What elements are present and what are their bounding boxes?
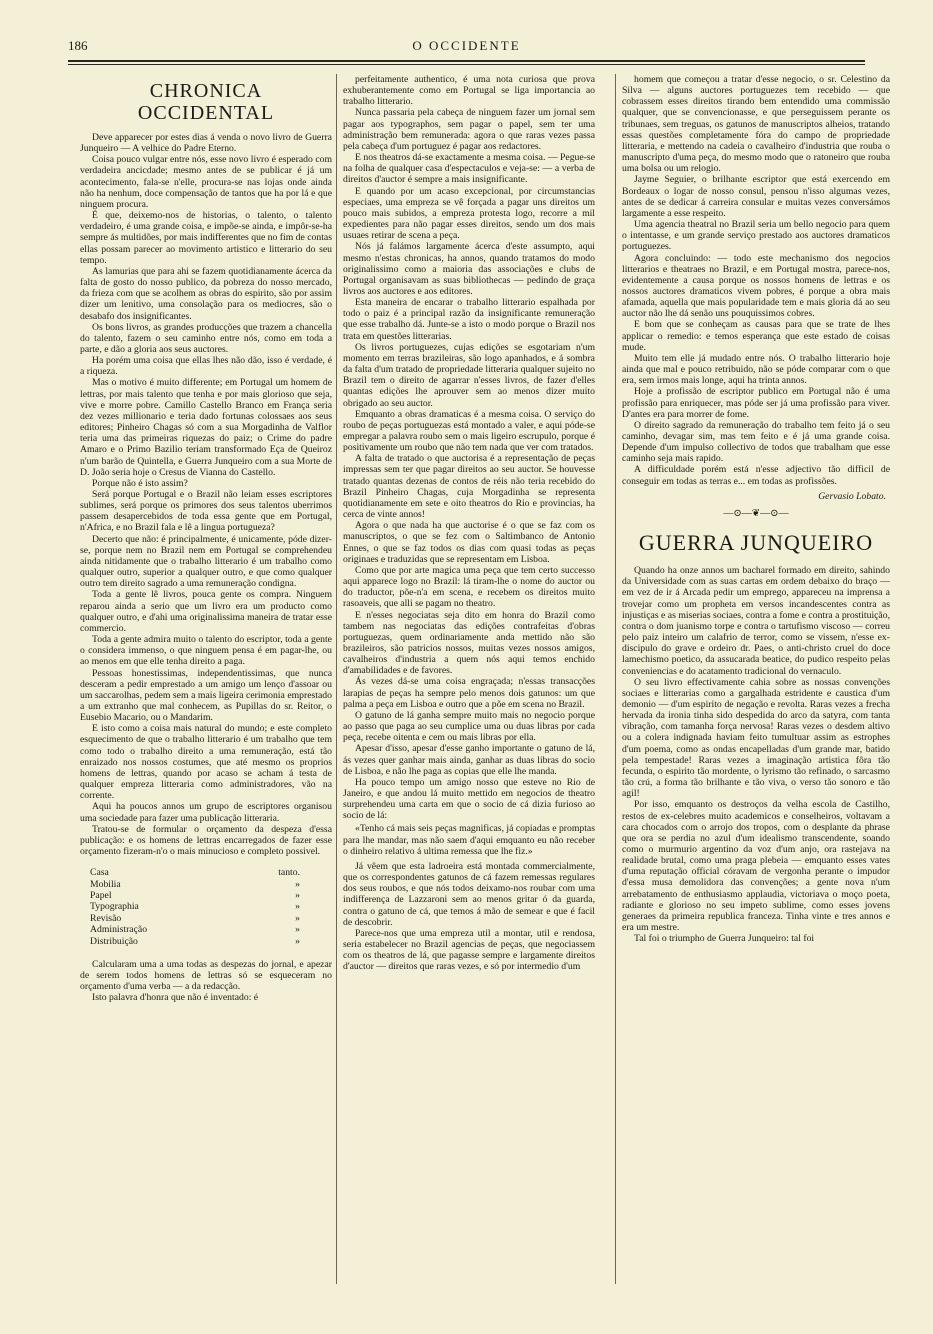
budget-row [90, 901, 300, 912]
paragraph: Já vêem que esta ladroeira está montada commercialmente, que os correspondentes gatunos de cá fazem remessas regulares dos seus roubos, e que nós todos deixamo-nos roubar com uma indifferença de Lazzaroni sem ao menos gritar ó da guarda, contra o gatuno de cá, que temos á mão de semear e que é facil de descobrir. [343, 860, 595, 928]
paragraph: Parece-nos que uma empreza util a montar, util e rendosa, seria estabelecer no Brazil agencias de peças, que negociassem com os theatros de lá, que pagasse sempre e largamente direitos d'auctor — direitos que raras vezes, e só por intermedio d'um [343, 927, 595, 973]
paragraph: «Tenho cá mais seis peças magnificas, já copiadas e promptas para lhe mandar, mas não saem d'aqui emquanto eu não receber o dinheiro relativo á ultima remessa que lhe fiz.» [343, 823, 595, 857]
paragraph: homem que começou a tratar d'esse negocio, o sr. Celestino da Silva — alguns auctores portuguezes tem recebido — que cobrassem esses direitos tirando bem entendido uma commissão qualquer, que se convencionasse, e que perseguissem perante os tribunaes, sem treguas, os gatunos de manuscriptos alheios, tratando essas questões completamente fóra do campo de propriedade litteraria, e mettendo na cadeia o cavalheiro d'industria que rouba o manuscripto d'uma peça, do mesmo modo que o ratoneiro que rouba uma bolsa ou um relogio. [622, 74, 890, 175]
paragraph: Muito tem elle já mudado entre nós. O trabalho litterario hoje ainda que mal e pouco retribuido, não se póde comparar com o que era, sem irmos mais longe, aqui ha trinta annos. [622, 352, 890, 387]
paragraph: Os livros portuguezes, cujas edições se esgotariam n'um momento em terras brazileiras, são logo apanhados, e á sombra da falta d'um tratado de propriedade litteraria qualquer sujeito no Brazil tem o direito de agarrar n'esses livros, de fazer d'elles quantas edições lhe aprouver sem ao menos dizer muito obrigado ao seu auctor. [343, 341, 595, 409]
paragraph: perfeitamente authentico, é uma nota curiosa que prova exhuberantemente como em Portugal se liga importancia ao trabalho litterario. [343, 74, 595, 108]
paragraph: O gatuno de lá ganha sempre muito mais no negocio porque ao passo que paga ao seu cumplice uma ou duas libras por cada peça, recebe oitenta e cem ou mais libras por ella. [343, 709, 595, 744]
budget-value: » [295, 878, 300, 890]
budget-item: Casa [90, 867, 109, 879]
paragraph: Pessoas honestissimas, independentissimas, que nunca desceram a pedir emprestado a um amigo um lenço d'assoar ou um saccarolhas, pedem sem a mais ligeira cerimonia emprestado a um extranho que mal conhecem, as Pupillas do sr. Reitor, o Eusebio Macario, ou o Mandarim. [80, 667, 332, 724]
paragraph: Quando ha onze annos um bacharel formado em direito, sahindo da Universidade com as suas cartas em ordem debaixo do braço — em vez de ir á Arcada pedir um emprego, appareceu na imprensa a trovejar como um propheta em versos incandescentes contra as injustiças e as miserias sociaes, contra a fome e contra a prostituição, contra o dom juanismo torpe e contra o tartufismo viscoso — correu pelo paiz inteiro um calafrio de terror, como se vissem, n'esse ex-discipulo do grave e ordeiro dr. Paes, o anti-christo cruel do doce lamechismo poetico, da assucarada beatice, do pudico respeito pelas conveniencias e do acatamento tradicional do vernaculo. [622, 565, 890, 677]
budget-value: » [295, 912, 300, 924]
column-2 [343, 74, 595, 1284]
paragraph: Será porque Portugal e o Brazil não leiam esses escriptores sublimes, será porque os primores dos seus talentos uberrimos passem desapercebidos de toda essa gente que em Portugal, n'Africa, e no Brazil fala e lê a lingua portugueza? [80, 489, 332, 534]
budget-row [90, 890, 300, 901]
paragraph: E nos theatros dá-se exactamente a mesma coisa. — Pegue-se na folha de qualquer casa d'espectaculos e veja-se: — a verba de direitos d'auctor é sempre a mais insignificante. [343, 152, 595, 186]
article-body-column-2 [343, 74, 595, 973]
budget-item: Typographia [90, 901, 139, 913]
paragraph: Mas o motivo é muito differente; em Portugal um homem de lettras, por mais talento que tenha e por mais glorioso que seja, vive e morre pobre. Camillo Castello Branco em França seria dez vezes millionario e teria dado fortunas colossaes aos seus editores; Pinheiro Chagas só com a sua Morgadinha de Valflor teria uma das primeiras riquezas do paiz; o Crime do padre Amaro e o Primo Bazilio teriam transformado Eça de Queiroz n'um barão de Quintella, e Guerra Junqueiro com a sua Morte de D. João seria hoje o Cresus de Vianna do Castello. [80, 377, 332, 478]
paragraph: Toda a gente lê livros, pouca gente os compra. Ninguem reparou ainda a serio que um livro era um producto como qualquer outro, e d'ahi uma originalissima maneira de tratar esse commercio. [80, 589, 332, 634]
budget-value: tanto. [278, 867, 300, 879]
column-divider [615, 74, 616, 1284]
header-rule [68, 60, 865, 65]
paragraph: A falta de tratado o que auctorisa é a representação de peças impressas sem ter que pagar direitos ao seu auctor. Se houvesse tratado quantas dezenas de contos de réis não teria recebido do Brazil Pinheiro Chagas, cuja Morgadinha se representa quotidianamente em sete e oito theatros do Rio e provincias, ha cerca de vinte annos! [343, 453, 595, 521]
page-number: 186 [68, 38, 88, 53]
column-1 [80, 74, 332, 1284]
column-divider [336, 74, 337, 1284]
budget-value: » [295, 901, 300, 913]
paragraph: Isto palavra d'honra que não é inventado: é [92, 992, 259, 1004]
budget-item: Administração [90, 924, 148, 936]
paragraph: Ás vezes dá-se uma coisa engraçada; n'essas transacções larapias de peças ha sempre pelo menos dois gatunos: um que palma a peça em Lisboa e outro que a põe em scena no Brazil. [343, 676, 595, 710]
journal-title: O OCCIDENTE [412, 38, 521, 53]
article-title: CHRONICA OCCIDENTAL [137, 80, 275, 124]
paragraph: E isto como a coisa mais natural do mundo; e este completo esquecimento de que o trabalho litterario é um trabalho que tem como todo o trabalho direito a uma remuneração, está tão enraizado nos nossos costumes, que até mesmo os proprios homens de lettras, quando por acaso se acham á testa de qualquer empreza litteraria como administradores, vão na corrente. [80, 723, 332, 802]
paragraph: Jayme Seguier, o brilhante escriptor que está exercendo em Bordeaux o logar de nosso consul, pensou n'isso algumas vezes, antes de se dedicar á carreira consular e muitas vezes conversámos largamente a esse respeito. [622, 174, 890, 219]
paragraph: Decerto que não: é principalmente, é unicamente, póde dizer-se, porque nem no Brazil nem em Portugal se comprehendeu ainda nitidamente que o trabalho litterario é um trabalho como qualquer outro, superior a qualquer outro, e que como qualquer outro tem direito sagrado a uma remuneração condigna. [80, 533, 332, 590]
budget-table [90, 867, 300, 947]
paragraph: Como que por arte magica uma peça que tem certo successo aqui apparece logo no Brazil: lá tiram-lhe o nome do auctor ou do traductor, põe-n'a em scena, e recebem os direitos muito rasoaveis, que alli se pagam no theatro. [343, 564, 595, 610]
paragraph: Calcularam uma a uma todas as despezas do jornal, e apezar de serem todos homens de lettras só se esqueceram no orçamento d'uma verba — a da redacção. [80, 959, 332, 993]
paragraph: Uma agencia theatral no Brazil seria um bello negocio para quem o intentasse, e um grande serviço prestado aos auctores dramaticos portuguezes. [622, 219, 890, 253]
author-signature: Gervasio Lobato. [818, 490, 886, 502]
column-3 [622, 74, 890, 1284]
paragraph: Apesar d'isso, apesar d'esse ganho importante o gatuno de lá, ás vezes quer ganhar mais ainda, ganhar as duas libras do socio de Lisboa, e não lhe paga as copias que elle lhe manda. [343, 743, 595, 777]
budget-row [90, 867, 300, 878]
paragraph: Toda a gente admira muito o talento do escriptor, toda a gente o considera immenso, o que ninguem pensa é em pagar-lhe, ou ao menos em que elle tenha direito a paga. [80, 634, 332, 668]
paragraph: Deve apparecer por estes dias á venda o novo livro de Guerra Junqueiro — A velhice do Padre Eterno. [80, 132, 332, 155]
paragraph: Os bons livros, as grandes producções que trazem a chancella do talento, fazem o seu caminho entre nós, como em toda a parte, e dão a gloria aos seus auctores. [80, 321, 332, 355]
budget-item: Mobilia [90, 878, 121, 890]
paragraph: Agora concluindo: — todo este mechanismo dos negocios litterarios e theatraes no Brazil, e em Portugal mostra, parece-nos, evidentemente a causa porque os nossos homens de lettras e os nossos auctores dramaticos vivem pobres, é porque a obra mais afamada, aquella que mais popularidade tem e mais gloria dá ao seu auctor não lhe dá senão uns pouquissimos cobres. [622, 252, 890, 320]
budget-row [90, 924, 300, 935]
paragraph: Nós já falámos largamente ácerca d'este assumpto, aqui mesmo n'estas chronicas, ha annos, quando tratamos do modo originalissimo como a maioria das associações e clubs de Portugal organisavam as suas bibliothecas — pedindo de graça livros aos auctores e aos editores. [343, 241, 595, 297]
budget-item: Papel [90, 889, 112, 901]
budget-row [90, 936, 300, 947]
paragraph: O seu livro effectivamente cahia sobre as nossas convenções sociaes e litterarias como a gargalhada estridente e caustica d'um demonio — d'um espirito de negação e revolta. Raras vezes a frecha hervada da ironia tinha sido despedida do arco da satyra, com tanta vibração, com tamanha força nervosa! Raras vezes o desdem altivo ou a colera indignada haviam feito tumultuar assim as estrophes d'um poema, como as ondas encapelladas d'um grande mar, batido pela tempestade! Raras vezes a imaginação artistica fôra tão fecunda, o espirito tão mordente, o lyrismo tão refinado, o sarcasmo tão crú, a forma tão brilhante e tão viva, o verso tão sonoro e tão agil! [622, 676, 890, 800]
section-ornament: —⊙—❦—⊙— [723, 507, 789, 519]
article-body-column-3 [622, 74, 890, 487]
budget-item: Revisão [90, 912, 122, 924]
running-head [68, 38, 865, 56]
paragraph: O direito sagrado da remuneração do trabalho tem feito já o seu caminho, devagar sim, mas tem feito e é já uma grande coisa. Depende d'um impulso collectivo de todos que trabalham que esse caminho seja mais rapido. [622, 419, 890, 465]
paragraph: Esta maneira de encarar o trabalho litterario espalhada por todo o paiz é a principal razão da insignificante remuneração que esse trabalho dá. Junte-se a isto o modo porque o Brazil nos trata em questões litterarias. [343, 297, 595, 342]
paragraph: Hoje a profissão de escriptor publico em Portugal não é uma profissão para enriquecer, mas póde ser já uma profissão para viver. D'antes era para morrer de fome. [622, 386, 890, 420]
paragraph: Ha pouco tempo um amigo nosso que esteve no Rio de Janeiro, e que andou lá muito mettido em negocios de theatro surprehendeu uma carta em que o socio de cá dizia furioso ao socio de lá: [343, 776, 595, 822]
article-title-2: GUERRA JUNQUEIRO [638, 530, 874, 556]
budget-item: Distribuição [90, 935, 138, 947]
paragraph: E n'esses negociatas seja dito em honra do Brazil como tambem nas negociatas das edições contrafeitas d'obras portuguezas, quem ordinariamente anda mettido não são brazileiros, são patricios nossos, muitas vezes nossos amigos, cavalheiros d'industria a quem nós aqui temos enchido d'amabilidades e de favores. [343, 609, 595, 677]
paragraph: Ha porém uma coisa que ellas lhes não dão, isso é verdade, é a riqueza. [80, 355, 332, 378]
paragraph: Coisa pouco vulgar entre nós, esse novo livro é esperado com verdadeira ancicdade; mesmo antes de se publicar é já um acontecimento, fala-se n'elle, procura-se nas lojas onde ainda não ha nenhum, doce compensação de tantos que ha por lá e que ninguem procura. [80, 154, 332, 210]
paragraph: A difficuldade porém está n'esse adjectivo tão difficil de conseguir em todas as terras e... em todas as profissões. [622, 464, 890, 487]
budget-value: » [295, 935, 300, 947]
paragraph: Aqui ha poucos annos um grupo de escriptores organisou uma sociedade para fazer uma publicação litteraria. [80, 801, 332, 824]
article-body-continued [80, 959, 332, 1004]
paragraph: E quando por um acaso excepcional, por circumstancias especiaes, uma empreza se vê forçada a pagar uns direitos um pouco mais subidos, a empreza protesta logo, recorre a mil expedientes para não pagar esses direitos, sendo um dos mais usuaes retirar de scena a peça. [343, 185, 595, 242]
budget-value: » [295, 924, 300, 936]
paragraph: As lamurias que para ahi se fazem quotidianamente ácerca da falta de gosto do nosso publico, da pobreza do nosso mercado, da frieza com que se acolhem as obras do espirito, são por assim dizer um lenitivo, uma consolação para os mediocres, são o desabafo dos insignificantes. [80, 265, 332, 322]
budget-row [90, 913, 300, 924]
paragraph: Tal foi o triumpho de Guerra Junqueiro: tal foi [634, 933, 815, 945]
budget-row [90, 879, 300, 890]
paragraph: E bom que se conheçam as causas para que se trate de lhes applicar o remedio: e temos esperança que este estado de coisas mude. [622, 319, 890, 353]
article-2-body [622, 565, 890, 944]
paragraph: É que, deixemo-nos de historias, o talento, o talento verdadeiro, é uma grande coisa, e impõe-se ainda, e impôr-se-ha sempre ás multidões, por mais indifferentes que no fim de contas ellas possam parecer ao movimento artistico e litterario do seu tempo. [80, 210, 332, 266]
paragraph: Por isso, emquanto os destroços da velha escola de Castilho, restos de ex-celebres muito academicos e conselheiros, voltavam a cara chocados com o arrojo dos tropos, com o desplante da phrase que ora se perdia no azul d'um idealismo transcendente, soando como o murmurio argentino da voz d'um anjo, ora rastejava na realidade brutal, como uma praga plebeia — emquanto esses vates d'uma reputação official córavam de vergonha perante o impudor d'essa musa demolidora das convenções; a gente nova n'um arrebatamento de enthusiasmo applaudia, victoriava o moço poeta, radiante e glorioso no seu impeto sublime, como esses jovens generaes da primeira republica franceza. Tinha vinte e tres annos e era um mestre. [622, 799, 890, 934]
paragraph: Porque não é isto assim? [92, 477, 188, 489]
budget-value: » [295, 889, 300, 901]
article-body [80, 132, 332, 857]
paragraph: Agora o que nada ha que auctorise é o que se faz com os manuscriptos, o que se fez com o Saltimbanco de Antonio Ennes, o que se faz todos os dias com quasi todas as peças originaes e traduzidas que se representam em Lisboa. [343, 520, 595, 565]
paragraph: Tratou-se de formular o orçamento da despeza d'essa publicação: e os homens de lettras encarregados de fazer esse orçamento fizeram-n'o o mais minucioso e completo possivel. [80, 823, 332, 857]
paragraph: Nunca passaria pela cabeça de ninguem fazer um jornal sem pagar aos typographos, sem pagar o papel, sem ter uma administração bem remunerada: agora o que raras vezes passa pela cabeça d'um portuguez é pagar aos redactores. [343, 107, 595, 152]
paragraph: Emquanto a obras dramaticas é a mesma coisa. O serviço do roubo de peças portuguezas está montado a valer, e aqui póde-se empregar a palavra roubo sem o mais ligeiro escrupulo, porque é positivamente um roubo que não tem nada que ver com tratados. [343, 408, 595, 454]
